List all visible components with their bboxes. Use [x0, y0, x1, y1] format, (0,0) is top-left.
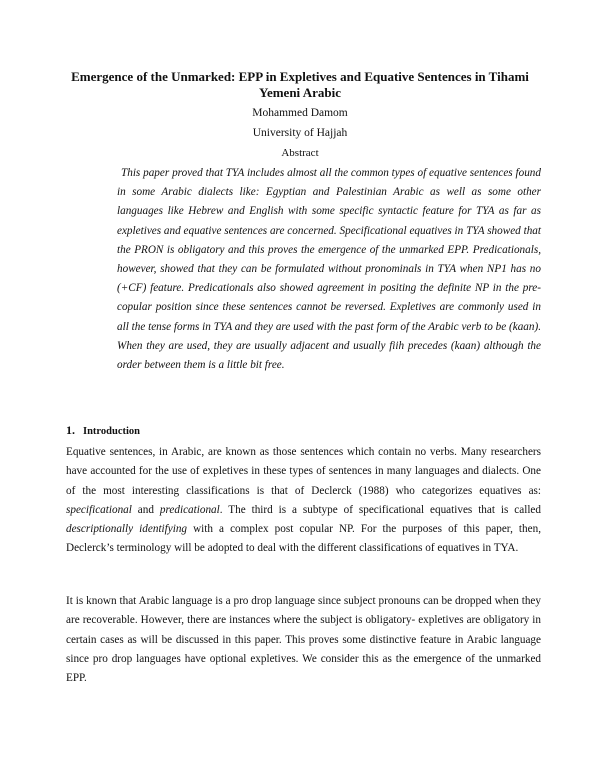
section-number: 1.: [66, 423, 75, 437]
term-specificational: specificational: [66, 503, 132, 516]
abstract-label: Abstract: [281, 147, 319, 159]
intro-paragraph-2: It is known that Arabic language is a pro drop language since subject pronouns can be dropped when they are recoverable. However, there are instances where the subject is obligatory- expletives are obligatory in certain cases as will be discussed in this paper. This proves some distinctive feature in Arabic language since pro drop languages have optional expletives. We consider this as the emergence of the unmarked EPP.: [66, 595, 541, 685]
term-descriptionally-identifying: descriptionally identifying: [66, 523, 188, 536]
intro-paragraph-1: [66, 443, 541, 559]
p1-text-b: . The third is a subtype of specificational equatives that is called: [219, 503, 541, 516]
section-title: Introduction: [83, 426, 140, 437]
p1-text-a: Equative sentences, in Arabic, are known as those sentences which contain no verbs. Many researchers have accounted for the use of expletives in these types of sentences in many languages and dialects. One of the most interesting classifications is that of Declerck (1988) who categorizes equatives as:: [66, 446, 541, 497]
author-affiliation: University of Hajjah: [252, 127, 348, 139]
term-predicational: predicational: [159, 503, 220, 516]
p1-text-and: and: [131, 503, 160, 516]
p1-text-c: with a complex post copular NP. For the purposes of this paper, then, Declerck’s terminology will be adopted to deal with the different classifications of equatives in TYA.: [66, 523, 541, 555]
author-name: Mohammed Damom: [252, 107, 348, 119]
paper-title: Emergence of the Unmarked: EPP in Expletives and Equative Sentences in Tihami Yemeni Arabic: [71, 69, 529, 100]
section-heading: [66, 423, 140, 438]
abstract-text: [117, 164, 541, 375]
abstract-body: This paper proved that TYA includes almost all the common types of equative sentences found in some Arabic dialects like: Egyptian and Palestinian Arabic as well as some other languages like Hebrew and English with some specific syntactic feature for TYA as far as expletives and equative sentences are concerned. Specificational equatives in TYA showed that the PRON is obligatory and this proves the emergence of the unmarked EPP. Predicationals, however, showed that they can be formulated without pronominals in TYA when NP1 has no (+CF) feature. Predicationals also showed agreement in positing the definite NP in the pre-copular position since these sentences cannot be reversed. Expletives are commonly used in all the tense forms in TYA and they are used with the past form of the Arabic verb to be (kaan). When they are used, they are usually adjacent and usually fiih precedes (kaan) although the order between them is a little bit free.: [117, 167, 541, 372]
